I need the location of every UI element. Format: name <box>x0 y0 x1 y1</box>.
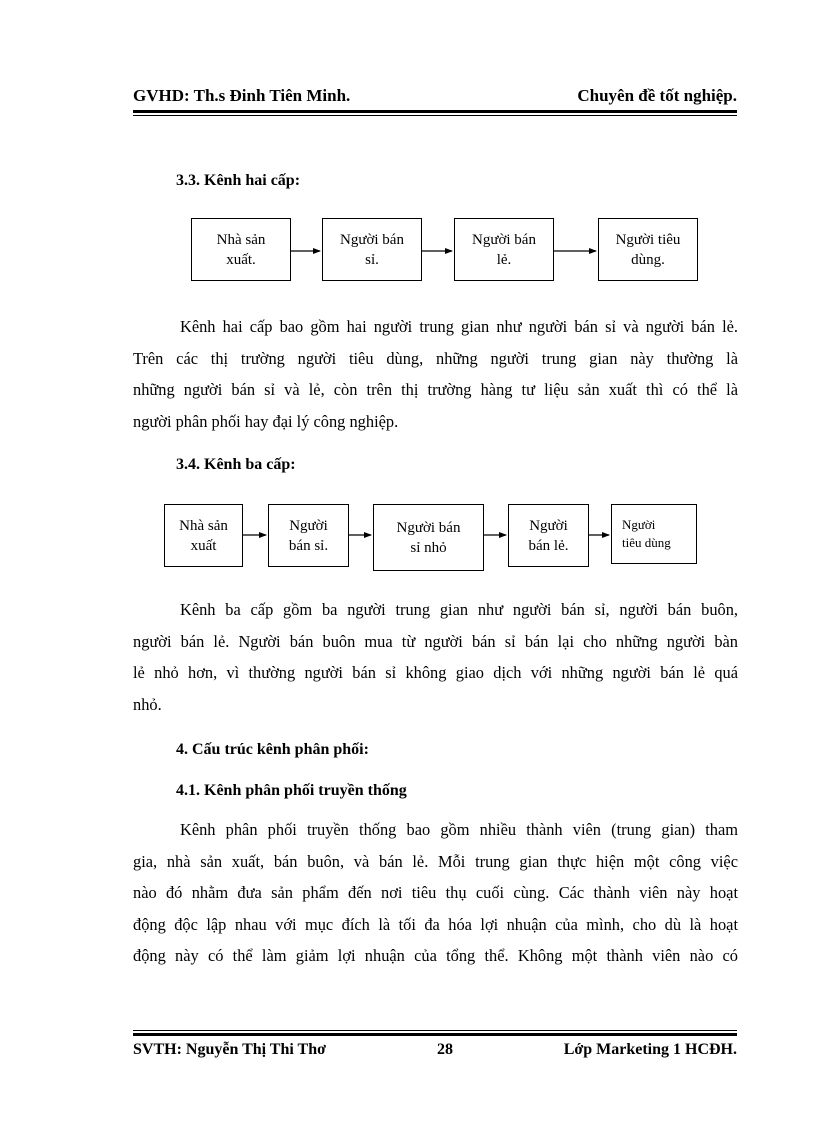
header-left: GVHD: Th.s Đinh Tiên Minh. <box>133 86 351 105</box>
page-number: 28 <box>437 1041 453 1058</box>
diagram2-box-producer: Nhà sản xuất <box>164 504 243 567</box>
section-4-1-heading: 4.1. Kênh phân phối truyền thống <box>176 782 407 799</box>
diagram1-box-wholesaler: Người bán sỉ. <box>322 218 422 281</box>
section-4-heading: 4. Cấu trúc kênh phân phối: <box>176 741 369 758</box>
section-3-4-paragraph: Kênh ba cấp gồm ba người trung gian như người bán sỉ, người bán buôn, người bán lẻ. Người bán buôn mua từ người bán sỉ bán lại cho những người bàn lẻ nhỏ hơn, vì thường người bán sỉ không giao dịch với những người bán lẻ quá nhỏ. <box>133 600 738 714</box>
diagram2-box-consumer: Người tiêu dùng <box>611 504 697 564</box>
footer-rule-thin <box>133 1030 737 1031</box>
diagram1-box-producer: Nhà sản xuất. <box>191 218 291 281</box>
footer-rule-thick <box>133 1033 737 1036</box>
diagram1-box-retailer: Người bán lẻ. <box>454 218 554 281</box>
section-3-3-heading: 3.3. Kênh hai cấp: <box>176 172 301 189</box>
diagram2-box-wholesaler: Người bán sỉ. <box>268 504 349 567</box>
header-right: Chuyên đề tốt nghiệp. <box>577 86 737 105</box>
section-3-3-paragraph: Kênh hai cấp bao gồm hai người trung gian như người bán sỉ và người bán lẻ. Trên các thị trường người tiêu dùng, những người trung gian này thường là những người bán sỉ và lẻ, còn trên thị trường hàng tư liệu sản xuất thì có thể là người phân phối hay đại lý công nghiệp. <box>133 317 738 431</box>
section-4-1-paragraph: Kênh phân phối truyền thống bao gồm nhiều thành viên (trung gian) tham gia, nhà sản xuất, bán buôn, và bán lẻ. Mỗi trung gian thực hiện một công việc nào đó nhằm đưa sản phẩm đến nơi tiêu thụ cuối cùng. Các thành viên này hoạt động độc lập nhau với mục đích là tối đa hóa lợi nhuận của mình, cho dù là hoạt động này có thể làm giảm lợi nhuận của tổng thể. Không một thành viên nào có <box>133 820 738 965</box>
section-3-4-heading: 3.4. Kênh ba cấp: <box>176 456 296 473</box>
diagram2-box-retailer: Người bán lẻ. <box>508 504 589 567</box>
diagram1-box-consumer: Người tiêu dùng. <box>598 218 698 281</box>
footer-right: Lớp Marketing 1 HCĐH. <box>563 1041 737 1058</box>
footer-left: SVTH: Nguyễn Thị Thi Thơ <box>133 1041 326 1058</box>
diagram2-box-small-wholesaler: Người bán sỉ nhỏ <box>373 504 484 571</box>
